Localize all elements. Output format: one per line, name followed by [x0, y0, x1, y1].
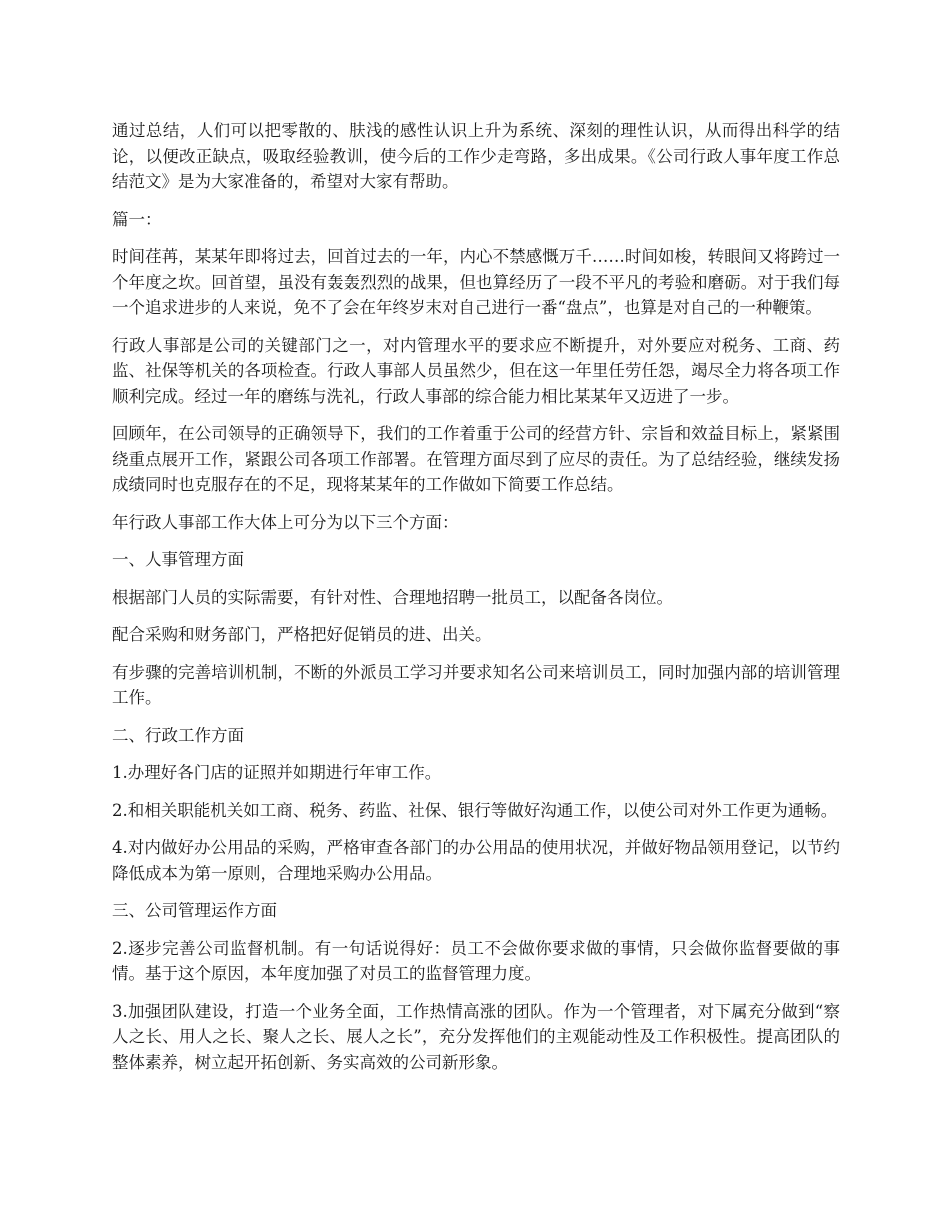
body-paragraph: 时间荏苒，某某年即将过去，回首过去的一年，内心不禁感慨万千……时间如梭，转眼间又将跨过一个年度之坎。回首望，虽没有轰轰烈烈的战果，但也算经历了一段不平凡的考验和磨砺。对于我们每一个追求进步的人来说，免不了会在年终岁末对自己进行一番“盘点”，也算是对自己的一种鞭策。 — [112, 247, 840, 317]
body-paragraph: 根据部门人员的实际需要，有针对性、合理地招聘一批员工，以配备各岗位。 — [112, 587, 673, 607]
section-heading-personnel: 一、人事管理方面 — [112, 550, 244, 569]
intro-paragraph: 通过总结，人们可以把零散的、肤浅的感性认识上升为系统、深刻的理性认识，从而得出科学的结论，以便改正缺点，吸取经验教训，使今后的工作少走弯路，多出成果。《公司行政人事年度工作总结范文》是为大家准备的，希望对大家有帮助。 — [112, 121, 840, 191]
section-heading-admin: 二、行政工作方面 — [112, 725, 244, 745]
body-paragraph: 回顾年，在公司领导的正确领导下，我们的工作着重于公司的经营方针、宗旨和效益目标上，紧紧围绕重点展开工作，紧跟公司各项工作部署。在管理方面尽到了应尽的责任。为了总结经验，继续发扬成绩同时也克服存在的不足，现将某某年的工作做如下简要工作总结。 — [112, 424, 840, 494]
section-label-part-one: 篇一： — [112, 209, 162, 229]
body-paragraph: 年行政人事部工作大体上可分为以下三个方面： — [112, 512, 459, 532]
section-heading-management: 三、公司管理运作方面 — [112, 901, 277, 920]
list-item: 4.对内做好办公用品的采购，严格审查各部门的办公用品的使用状况，并做好物品领用登记，以节约降低成本为第一原则，合理地采购办公用品。 — [112, 838, 840, 883]
list-item: 3.加强团队建设，打造一个业务全面，工作热情高涨的团队。作为一个管理者，对下属充分做到“察人之长、用人之长、聚人之长、展人之长”，充分发挥他们的主观能动性及工作积极性。提高团队的整体素养，树立起开拓创新、务实高效的公司新形象。 — [112, 1001, 840, 1072]
document-page — [112, 118, 840, 1087]
list-item: 2.和相关职能机关如工商、税务、药监、社保、银行等做好沟通工作，以使公司对外工作更为通畅。 — [112, 800, 838, 820]
list-item: 2.逐步完善公司监督机制。有一句话说得好：员工不会做你要求做的事情，只会做你监督要做的事情。基于这个原因，本年度加强了对员工的监督管理力度。 — [112, 938, 840, 983]
list-item: 1.办理好各门店的证照并如期进行年审工作。 — [112, 763, 442, 782]
body-paragraph: 有步骤的完善培训机制，不断的外派员工学习并要求知名公司来培训员工，同时加强内部的培训管理工作。 — [112, 662, 840, 707]
body-paragraph: 配合采购和财务部门，严格把好促销员的进、出关。 — [112, 625, 492, 644]
body-paragraph: 行政人事部是公司的关键部门之一，对内管理水平的要求应不断提升，对外要应对税务、工商、药监、社保等机关的各项检查。行政人事部人员虽然少，但在这一年里任劳任怨，竭尽全力将各项工作顺利完成。经过一年的磨练与洗礼，行政人事部的综合能力相比某某年又迈进了一步。 — [112, 335, 840, 406]
